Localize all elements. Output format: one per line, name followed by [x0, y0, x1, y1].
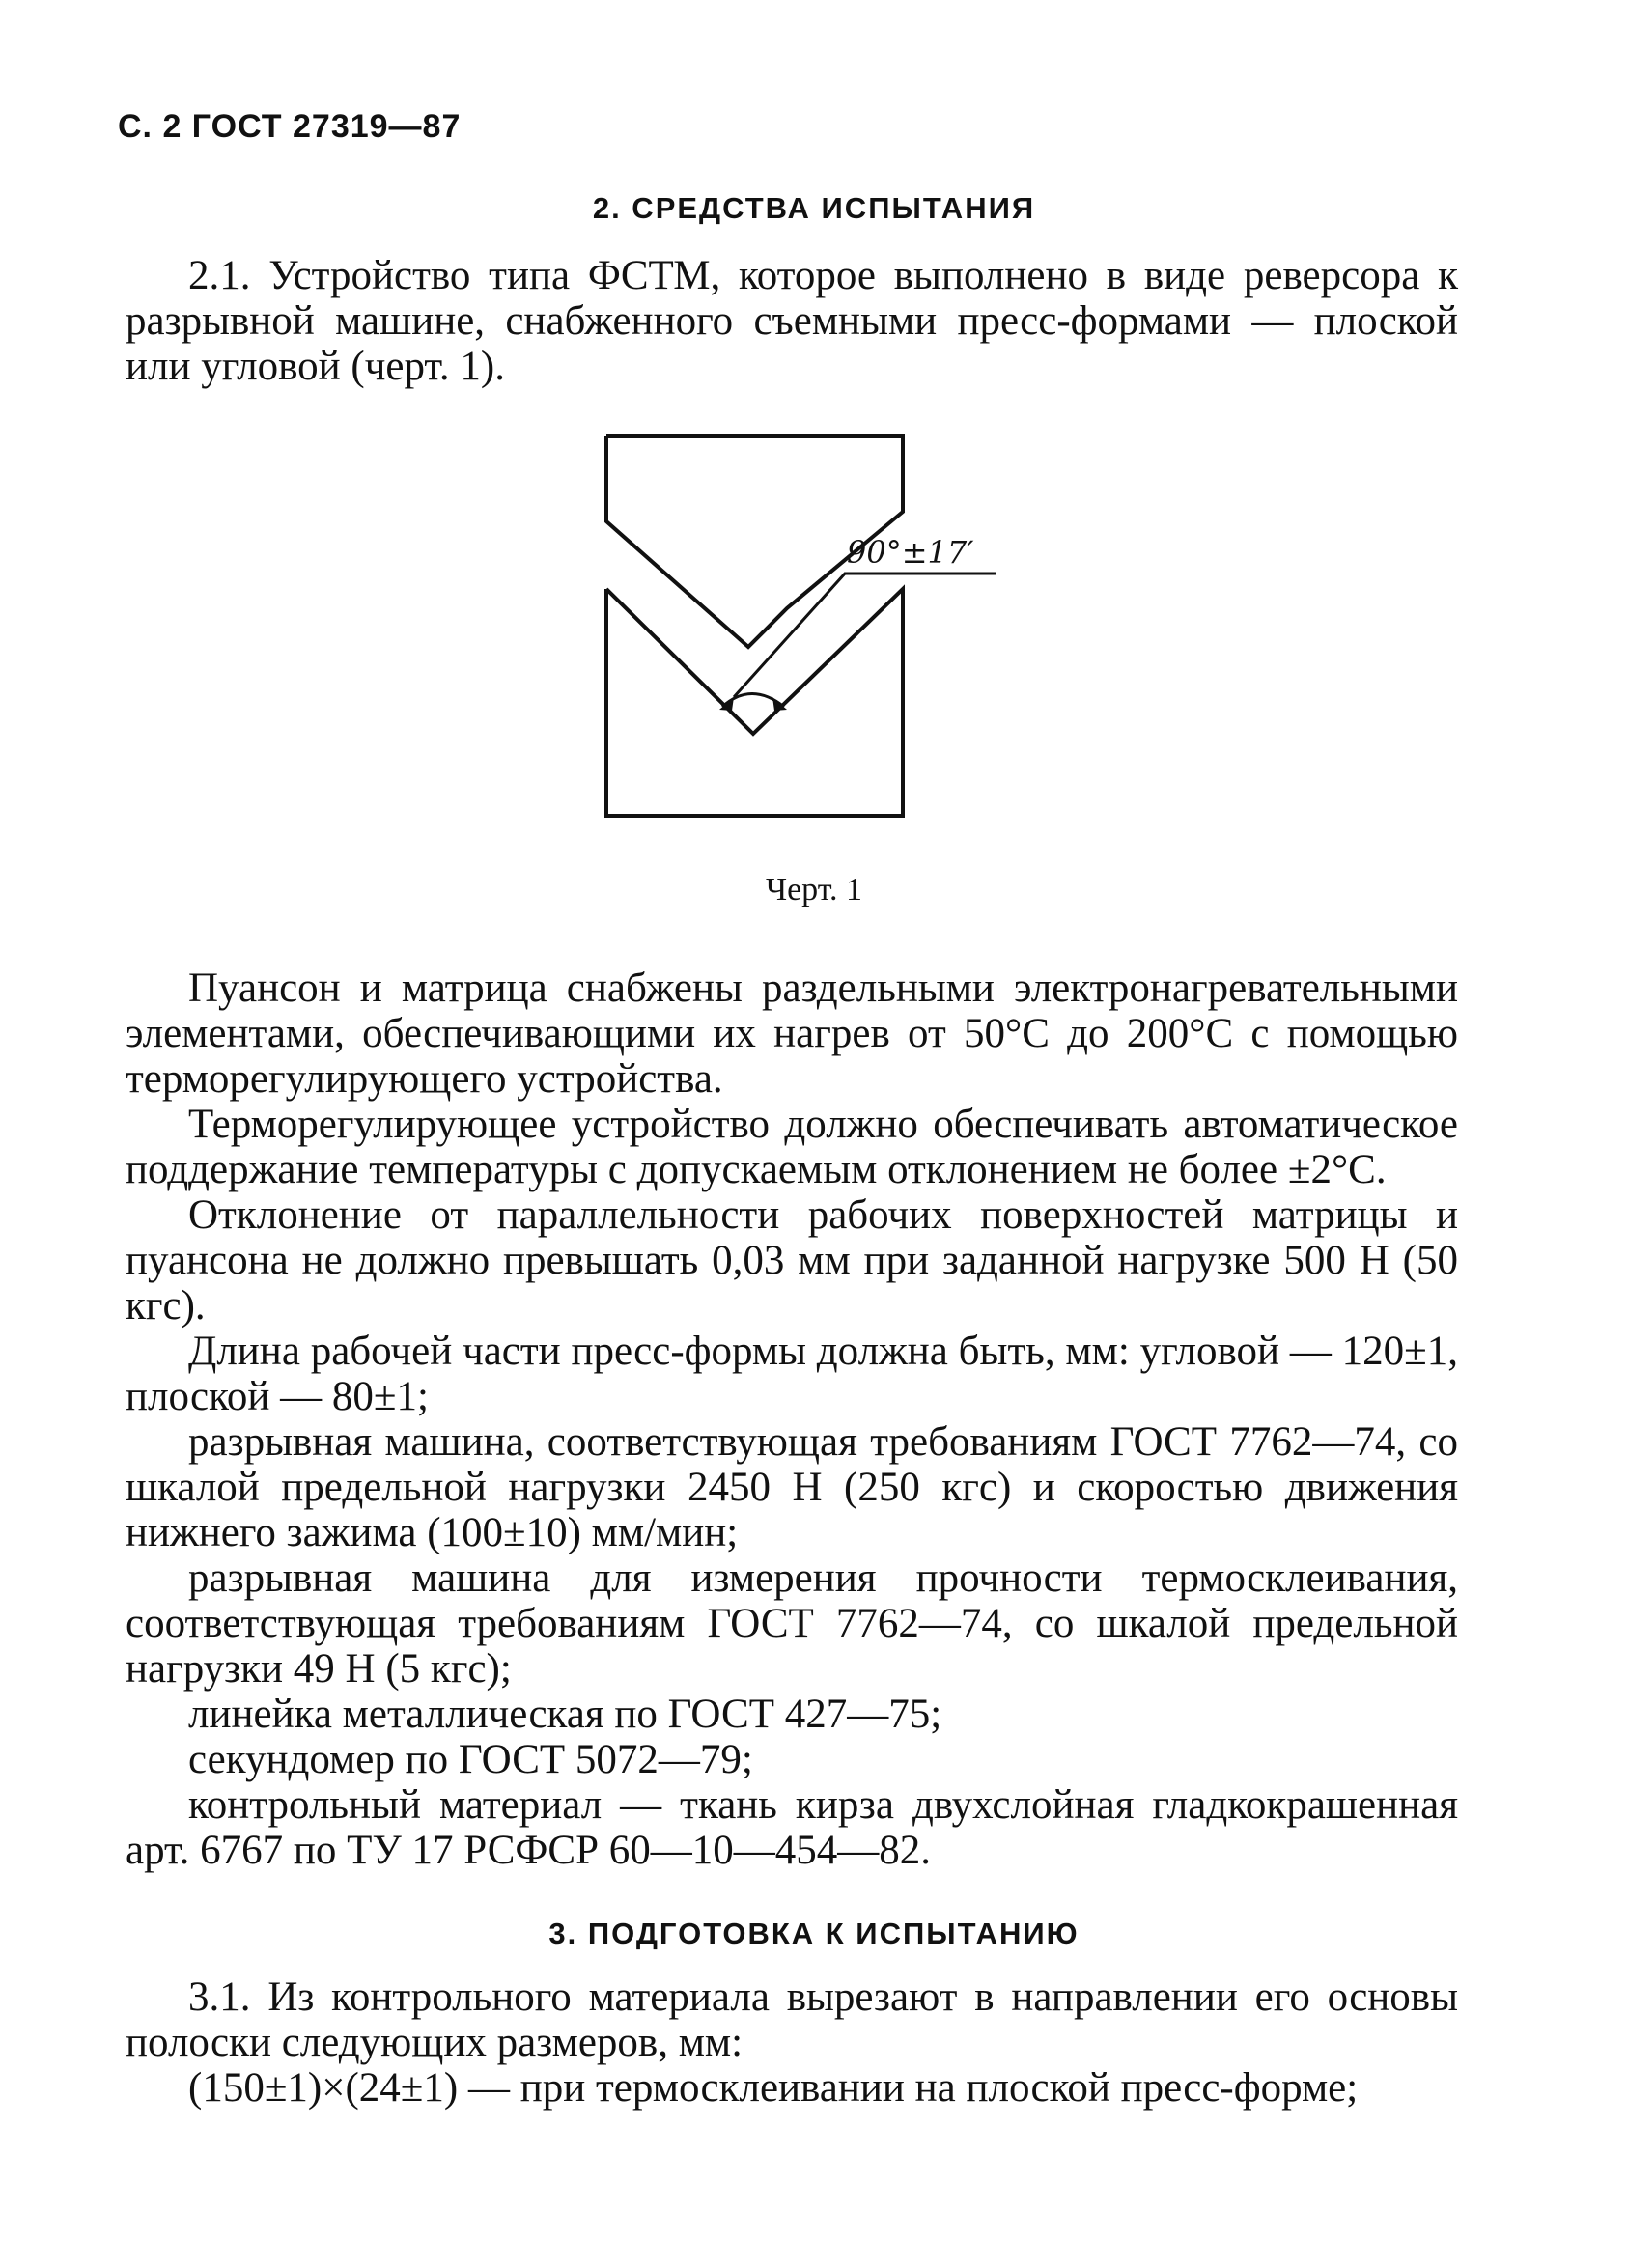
- running-header: С. 2 ГОСТ 27319—87: [118, 108, 462, 145]
- paragraph-stopwatch: секундомер по ГОСТ 5072—79;: [188, 1737, 753, 1782]
- section-2-body: [126, 966, 1458, 1873]
- paragraph-strength-machine: разрывная машина для измерения прочности термосклеивания, соответствующая требованиям ГОСТ 7762—74, со шкалой предельной нагрузки 49 Н (5 кгс);: [126, 1555, 1458, 1692]
- section-3-title: 3. ПОДГОТОВКА К ИСПЫТАНИЮ: [548, 1917, 1080, 1950]
- paragraph-thermoregulator: Терморегулирующее устройство должно обеспечивать автоматическое поддержание температуры с допускаемым отклонением не более ±2°С.: [126, 1102, 1458, 1192]
- section-3-body: [126, 1974, 1458, 2111]
- paragraph-length: Длина рабочей части пресс-формы должна быть, мм: угловой — 120±1, плоской — 80±1;: [126, 1329, 1458, 1419]
- paragraph-tensile-machine: разрывная машина, соответствующая требованиям ГОСТ 7762—74, со шкалой предельной нагрузки 2450 Н (250 кгс) и скоростью движения нижнего зажима (100±10) мм/мин;: [126, 1419, 1458, 1555]
- leader-line: [734, 574, 996, 697]
- paragraph-parallelism: Отклонение от параллельности рабочих поверхностей матрицы и пуансона не должно превышать 0,03 мм при заданной нагрузке 500 Н (50 кгс).: [126, 1192, 1458, 1329]
- section-2-title: 2. СРЕДСТВА ИСПЫТАНИЯ: [592, 191, 1036, 225]
- figure-caption: Черт. 1: [765, 872, 863, 908]
- section-2-intro: [126, 253, 1458, 389]
- paragraph-3-1: 3.1. Из контрольного материала вырезают в направлении его основы полоски следующих размеров, мм:: [126, 1974, 1458, 2065]
- paragraph-2-1: 2.1. Устройство типа ФСТМ, которое выполнено в виде реверсора к разрывной машине, снабженного съемными пресс-формами — плоской или угловой (черт. 1).: [126, 253, 1458, 389]
- press-form-drawing: [579, 415, 1024, 840]
- angle-label: 90°±17′: [847, 534, 974, 571]
- paragraph-heating: Пуансон и матрица снабжены раздельными электронагревательными элементами, обеспечивающими их нагрев от 50°С до 200°С с помощью терморегулирующего устройства.: [126, 966, 1458, 1102]
- paragraph-ruler: линейка металлическая по ГОСТ 427—75;: [188, 1692, 942, 1737]
- paragraph-control-material: контрольный материал — ткань кирза двухслойная гладкокрашенная арт. 6767 по ТУ 17 РСФСР 60—10—454—82.: [126, 1782, 1458, 1873]
- paragraph-strip-size: (150±1)×(24±1) — при термосклеивании на плоской пресс-форме;: [188, 2065, 1359, 2111]
- die-outline: [606, 589, 903, 816]
